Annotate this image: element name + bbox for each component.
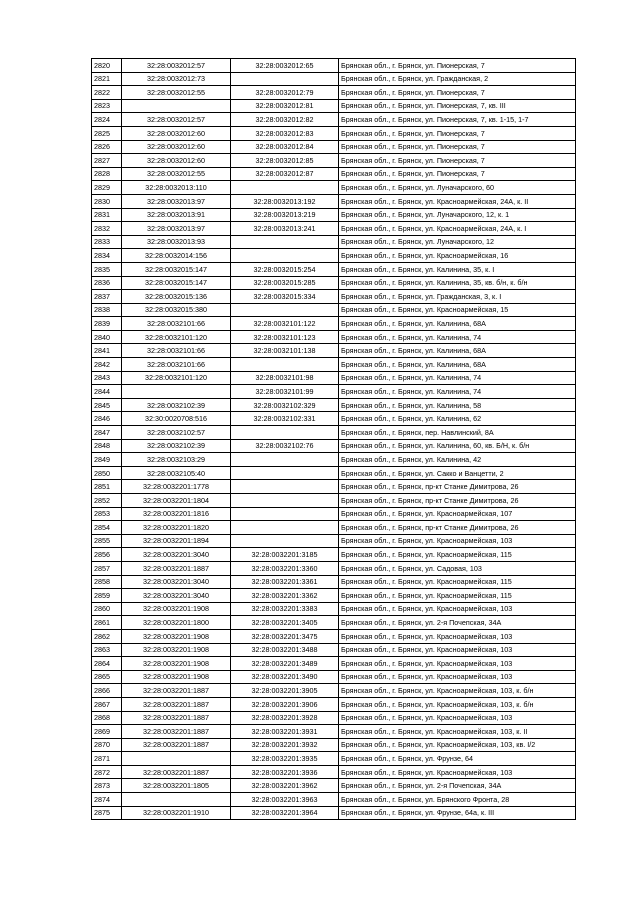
table-row [92, 262, 576, 276]
document-page [91, 58, 575, 820]
address-cell: Брянская обл., г. Брянск, ул. Сакко и Ванцетти, 2 [339, 466, 576, 480]
object-cadastral-number-cell: 32:28:0032101:99 [231, 385, 339, 399]
object-cadastral-number-cell: 32:28:0032015:334 [231, 290, 339, 304]
table-row [92, 507, 576, 521]
land-cadastral-number-cell: 32:28:0032013:91 [122, 208, 231, 222]
land-cadastral-number-cell: 32:28:0032012:57 [122, 113, 231, 127]
table-row [92, 222, 576, 236]
table-row [92, 466, 576, 480]
address-cell: Брянская обл., г. Брянск, ул. Калинина, 74 [339, 330, 576, 344]
row-number-cell: 2820 [92, 59, 122, 73]
object-cadastral-number-cell: 32:28:0032201:3362 [231, 589, 339, 603]
table-row [92, 643, 576, 657]
land-cadastral-number-cell: 32:28:0032103:29 [122, 453, 231, 467]
row-number-cell: 2865 [92, 670, 122, 684]
land-cadastral-number-cell: 32:28:0032201:1887 [122, 684, 231, 698]
table-row [92, 521, 576, 535]
land-cadastral-number-cell: 32:28:0032201:1820 [122, 521, 231, 535]
row-number-cell: 2830 [92, 194, 122, 208]
land-cadastral-number-cell: 32:28:0032101:66 [122, 317, 231, 331]
address-cell: Брянская обл., г. Брянск, ул. Калинина, 68А [339, 317, 576, 331]
row-number-cell: 2853 [92, 507, 122, 521]
address-cell: Брянская обл., г. Брянск, ул. Красноармейская, 103, к. II [339, 725, 576, 739]
address-cell: Брянская обл., г. Брянск, ул. Калинина, 60, кв. Б/Н, к. б/н [339, 439, 576, 453]
address-cell: Брянская обл., г. Брянск, ул. Красноармейская, 103 [339, 711, 576, 725]
table-row [92, 548, 576, 562]
address-cell: Брянская обл., г. Брянск, ул. Красноармейская, 107 [339, 507, 576, 521]
land-cadastral-number-cell: 32:28:0032012:60 [122, 126, 231, 140]
row-number-cell: 2843 [92, 371, 122, 385]
row-number-cell: 2854 [92, 521, 122, 535]
row-number-cell: 2846 [92, 412, 122, 426]
object-cadastral-number-cell: 32:28:0032201:3932 [231, 738, 339, 752]
row-number-cell: 2863 [92, 643, 122, 657]
address-cell: Брянская обл., г. Брянск, ул. Гражданская, 2 [339, 72, 576, 86]
land-cadastral-number-cell: 32:28:0032201:3040 [122, 575, 231, 589]
table-row [92, 575, 576, 589]
row-number-cell: 2850 [92, 466, 122, 480]
land-cadastral-number-cell [122, 385, 231, 399]
address-cell: Брянская обл., г. Брянск, ул. Красноармейская, 115 [339, 548, 576, 562]
table-row [92, 494, 576, 508]
object-cadastral-number-cell: 32:28:0032102:331 [231, 412, 339, 426]
table-row [92, 303, 576, 317]
table-row [92, 194, 576, 208]
address-cell: Брянская обл., г. Брянск, ул. Красноармейская, 16 [339, 249, 576, 263]
object-cadastral-number-cell: 32:28:0032201:3383 [231, 602, 339, 616]
land-cadastral-number-cell [122, 752, 231, 766]
land-cadastral-number-cell: 32:28:0032102:39 [122, 398, 231, 412]
table-row [92, 208, 576, 222]
cadastral-table [91, 58, 576, 820]
address-cell: Брянская обл., г. Брянск, ул. Гражданская, 3, к. I [339, 290, 576, 304]
land-cadastral-number-cell: 32:28:0032201:3040 [122, 589, 231, 603]
row-number-cell: 2856 [92, 548, 122, 562]
row-number-cell: 2857 [92, 561, 122, 575]
row-number-cell: 2874 [92, 793, 122, 807]
table-row [92, 793, 576, 807]
address-cell: Брянская обл., г. Брянск, ул. Калинина, 74 [339, 371, 576, 385]
table-row [92, 657, 576, 671]
land-cadastral-number-cell: 32:28:0032201:1805 [122, 779, 231, 793]
object-cadastral-number-cell [231, 494, 339, 508]
land-cadastral-number-cell: 32:28:0032015:380 [122, 303, 231, 317]
table-row [92, 167, 576, 181]
address-cell: Брянская обл., г. Брянск, ул. Фрунзе, 64 [339, 752, 576, 766]
address-cell: Брянская обл., г. Брянск, ул. Красноармейская, 115 [339, 575, 576, 589]
address-cell: Брянская обл., г. Брянск, ул. Пионерская, 7 [339, 140, 576, 154]
land-cadastral-number-cell: 32:28:0032201:1908 [122, 670, 231, 684]
object-cadastral-number-cell [231, 521, 339, 535]
object-cadastral-number-cell: 32:28:0032012:82 [231, 113, 339, 127]
row-number-cell: 2834 [92, 249, 122, 263]
address-cell: Брянская обл., г. Брянск, ул. Калинина, 74 [339, 385, 576, 399]
object-cadastral-number-cell: 32:28:0032012:83 [231, 126, 339, 140]
table-row [92, 806, 576, 820]
object-cadastral-number-cell [231, 534, 339, 548]
object-cadastral-number-cell [231, 507, 339, 521]
object-cadastral-number-cell: 32:28:0032201:3475 [231, 629, 339, 643]
address-cell: Брянская обл., г. Брянск, пр-кт Станке Димитрова, 26 [339, 494, 576, 508]
row-number-cell: 2839 [92, 317, 122, 331]
land-cadastral-number-cell: 32:28:0032201:1887 [122, 725, 231, 739]
row-number-cell: 2875 [92, 806, 122, 820]
row-number-cell: 2852 [92, 494, 122, 508]
land-cadastral-number-cell: 32:28:0032012:55 [122, 167, 231, 181]
address-cell: Брянская обл., г. Брянск, ул. Красноармейская, 103, кв. I/2 [339, 738, 576, 752]
row-number-cell: 2864 [92, 657, 122, 671]
object-cadastral-number-cell: 32:28:0032015:254 [231, 262, 339, 276]
address-cell: Брянская обл., г. Брянск, ул. Пионерская, 7 [339, 86, 576, 100]
object-cadastral-number-cell: 32:28:0032201:3360 [231, 561, 339, 575]
object-cadastral-number-cell: 32:28:0032201:3964 [231, 806, 339, 820]
row-number-cell: 2862 [92, 629, 122, 643]
table-row [92, 629, 576, 643]
land-cadastral-number-cell: 32:28:0032101:66 [122, 358, 231, 372]
table-row [92, 725, 576, 739]
table-row [92, 385, 576, 399]
row-number-cell: 2868 [92, 711, 122, 725]
object-cadastral-number-cell: 32:28:0032101:98 [231, 371, 339, 385]
land-cadastral-number-cell: 32:28:0032201:1908 [122, 629, 231, 643]
land-cadastral-number-cell: 32:28:0032201:1800 [122, 616, 231, 630]
address-cell: Брянская обл., г. Брянск, пер. Навлинский, 8А [339, 426, 576, 440]
address-cell: Брянская обл., г. Брянск, ул. Красноармейская, 24А, к. I [339, 222, 576, 236]
table-row [92, 181, 576, 195]
land-cadastral-number-cell: 32:28:0032015:147 [122, 262, 231, 276]
row-number-cell: 2826 [92, 140, 122, 154]
table-row [92, 697, 576, 711]
row-number-cell: 2841 [92, 344, 122, 358]
row-number-cell: 2823 [92, 99, 122, 113]
object-cadastral-number-cell: 32:28:0032201:3488 [231, 643, 339, 657]
land-cadastral-number-cell: 32:28:0032012:55 [122, 86, 231, 100]
object-cadastral-number-cell: 32:28:0032015:285 [231, 276, 339, 290]
land-cadastral-number-cell: 32:28:0032201:1908 [122, 602, 231, 616]
table-row [92, 738, 576, 752]
object-cadastral-number-cell: 32:28:0032201:3906 [231, 697, 339, 711]
row-number-cell: 2871 [92, 752, 122, 766]
table-row [92, 616, 576, 630]
table-body [92, 59, 576, 820]
row-number-cell: 2832 [92, 222, 122, 236]
table-row [92, 86, 576, 100]
object-cadastral-number-cell [231, 235, 339, 249]
table-row [92, 752, 576, 766]
address-cell: Брянская обл., г. Брянск, ул. Пионерская, 7 [339, 154, 576, 168]
object-cadastral-number-cell: 32:28:0032013:192 [231, 194, 339, 208]
land-cadastral-number-cell: 32:28:0032105:40 [122, 466, 231, 480]
row-number-cell: 2828 [92, 167, 122, 181]
object-cadastral-number-cell: 32:28:0032201:3931 [231, 725, 339, 739]
row-number-cell: 2845 [92, 398, 122, 412]
table-row [92, 113, 576, 127]
address-cell: Брянская обл., г. Брянск, ул. Калинина, 68А [339, 358, 576, 372]
row-number-cell: 2849 [92, 453, 122, 467]
land-cadastral-number-cell: 32:28:0032201:3040 [122, 548, 231, 562]
address-cell: Брянская обл., г. Брянск, ул. Красноармейская, 103 [339, 629, 576, 643]
row-number-cell: 2835 [92, 262, 122, 276]
row-number-cell: 2859 [92, 589, 122, 603]
row-number-cell: 2821 [92, 72, 122, 86]
object-cadastral-number-cell: 32:28:0032201:3361 [231, 575, 339, 589]
address-cell: Брянская обл., г. Брянск, ул. 2-я Почепская, 34А [339, 616, 576, 630]
land-cadastral-number-cell: 32:28:0032012:60 [122, 154, 231, 168]
address-cell: Брянская обл., г. Брянск, ул. Пионерская, 7 [339, 59, 576, 73]
object-cadastral-number-cell [231, 480, 339, 494]
land-cadastral-number-cell: 32:28:0032012:57 [122, 59, 231, 73]
address-cell: Брянская обл., г. Брянск, ул. Красноармейская, 103 [339, 602, 576, 616]
address-cell: Брянская обл., г. Брянск, ул. Красноармейская, 24А, к. II [339, 194, 576, 208]
row-number-cell: 2870 [92, 738, 122, 752]
address-cell: Брянская обл., г. Брянск, ул. Красноармейская, 103 [339, 765, 576, 779]
object-cadastral-number-cell [231, 303, 339, 317]
row-number-cell: 2837 [92, 290, 122, 304]
object-cadastral-number-cell: 32:28:0032013:219 [231, 208, 339, 222]
object-cadastral-number-cell: 32:28:0032012:84 [231, 140, 339, 154]
land-cadastral-number-cell: 32:28:0032201:1816 [122, 507, 231, 521]
address-cell: Брянская обл., г. Брянск, ул. Садовая, 103 [339, 561, 576, 575]
object-cadastral-number-cell: 32:28:0032201:3963 [231, 793, 339, 807]
address-cell: Брянская обл., г. Брянск, ул. 2-я Почепская, 34А [339, 779, 576, 793]
table-row [92, 480, 576, 494]
table-row [92, 99, 576, 113]
land-cadastral-number-cell: 32:28:0032201:1804 [122, 494, 231, 508]
table-row [92, 126, 576, 140]
object-cadastral-number-cell: 32:28:0032201:3962 [231, 779, 339, 793]
table-row [92, 276, 576, 290]
row-number-cell: 2873 [92, 779, 122, 793]
address-cell: Брянская обл., г. Брянск, ул. Красноармейская, 103, к. б/н [339, 697, 576, 711]
row-number-cell: 2848 [92, 439, 122, 453]
address-cell: Брянская обл., г. Брянск, ул. Калинина, 42 [339, 453, 576, 467]
object-cadastral-number-cell: 32:28:0032101:122 [231, 317, 339, 331]
table-row [92, 344, 576, 358]
row-number-cell: 2867 [92, 697, 122, 711]
table-row [92, 779, 576, 793]
table-row [92, 154, 576, 168]
row-number-cell: 2855 [92, 534, 122, 548]
row-number-cell: 2844 [92, 385, 122, 399]
row-number-cell: 2838 [92, 303, 122, 317]
row-number-cell: 2851 [92, 480, 122, 494]
land-cadastral-number-cell: 32:28:0032201:1887 [122, 561, 231, 575]
object-cadastral-number-cell [231, 453, 339, 467]
land-cadastral-number-cell: 32:28:0032201:1778 [122, 480, 231, 494]
table-row [92, 358, 576, 372]
land-cadastral-number-cell [122, 793, 231, 807]
address-cell: Брянская обл., г. Брянск, ул. Калинина, 35, кв. б/н, к. б/н [339, 276, 576, 290]
object-cadastral-number-cell: 32:28:0032101:123 [231, 330, 339, 344]
land-cadastral-number-cell: 32:28:0032013:97 [122, 194, 231, 208]
land-cadastral-number-cell: 32:28:0032015:147 [122, 276, 231, 290]
object-cadastral-number-cell: 32:28:0032201:3928 [231, 711, 339, 725]
object-cadastral-number-cell: 32:28:0032012:87 [231, 167, 339, 181]
land-cadastral-number-cell: 32:28:0032013:97 [122, 222, 231, 236]
address-cell: Брянская обл., г. Брянск, ул. Калинина, 62 [339, 412, 576, 426]
table-row [92, 72, 576, 86]
address-cell: Брянская обл., г. Брянск, ул. Красноармейская, 103 [339, 643, 576, 657]
row-number-cell: 2847 [92, 426, 122, 440]
address-cell: Брянская обл., г. Брянск, ул. Луначарского, 12 [339, 235, 576, 249]
table-row [92, 59, 576, 73]
row-number-cell: 2831 [92, 208, 122, 222]
address-cell: Брянская обл., г. Брянск, ул. Красноармейская, 115 [339, 589, 576, 603]
table-row [92, 534, 576, 548]
object-cadastral-number-cell: 32:28:0032012:79 [231, 86, 339, 100]
row-number-cell: 2858 [92, 575, 122, 589]
table-row [92, 140, 576, 154]
table-row [92, 453, 576, 467]
address-cell: Брянская обл., г. Брянск, ул. Пионерская, 7 [339, 126, 576, 140]
row-number-cell: 2829 [92, 181, 122, 195]
object-cadastral-number-cell [231, 426, 339, 440]
object-cadastral-number-cell: 32:28:0032201:3936 [231, 765, 339, 779]
row-number-cell: 2872 [92, 765, 122, 779]
land-cadastral-number-cell: 32:28:0032101:120 [122, 330, 231, 344]
table-row [92, 330, 576, 344]
object-cadastral-number-cell: 32:28:0032102:329 [231, 398, 339, 412]
address-cell: Брянская обл., г. Брянск, пр-кт Станке Димитрова, 26 [339, 480, 576, 494]
address-cell: Брянская обл., г. Брянск, ул. Красноармейская, 103 [339, 534, 576, 548]
table-row [92, 371, 576, 385]
address-cell: Брянская обл., г. Брянск, пр-кт Станке Димитрова, 26 [339, 521, 576, 535]
land-cadastral-number-cell: 32:28:0032013:93 [122, 235, 231, 249]
land-cadastral-number-cell: 32:28:0032102:39 [122, 439, 231, 453]
table-row [92, 439, 576, 453]
row-number-cell: 2869 [92, 725, 122, 739]
land-cadastral-number-cell: 32:28:0032015:136 [122, 290, 231, 304]
address-cell: Брянская обл., г. Брянск, ул. Фрунзе, 64а, к. III [339, 806, 576, 820]
land-cadastral-number-cell: 32:28:0032201:1910 [122, 806, 231, 820]
land-cadastral-number-cell: 32:30:0020708:516 [122, 412, 231, 426]
address-cell: Брянская обл., г. Брянск, ул. Пионерская, 7 [339, 167, 576, 181]
row-number-cell: 2842 [92, 358, 122, 372]
land-cadastral-number-cell: 32:28:0032201:1887 [122, 711, 231, 725]
land-cadastral-number-cell: 32:28:0032201:1908 [122, 643, 231, 657]
table-row [92, 290, 576, 304]
address-cell: Брянская обл., г. Брянск, ул. Пионерская, 7, кв. III [339, 99, 576, 113]
land-cadastral-number-cell: 32:28:0032102:57 [122, 426, 231, 440]
land-cadastral-number-cell: 32:28:0032201:1887 [122, 697, 231, 711]
object-cadastral-number-cell: 32:28:0032012:85 [231, 154, 339, 168]
land-cadastral-number-cell: 32:28:0032012:60 [122, 140, 231, 154]
table-row [92, 561, 576, 575]
table-row [92, 317, 576, 331]
object-cadastral-number-cell: 32:28:0032201:3489 [231, 657, 339, 671]
object-cadastral-number-cell: 32:28:0032201:3185 [231, 548, 339, 562]
table-row [92, 412, 576, 426]
address-cell: Брянская обл., г. Брянск, ул. Красноармейская, 103, к. б/н [339, 684, 576, 698]
row-number-cell: 2860 [92, 602, 122, 616]
table-row [92, 765, 576, 779]
address-cell: Брянская обл., г. Брянск, ул. Калинина, 68А [339, 344, 576, 358]
address-cell: Брянская обл., г. Брянск, ул. Калинина, 35, к. I [339, 262, 576, 276]
table-row [92, 589, 576, 603]
land-cadastral-number-cell: 32:28:0032201:1894 [122, 534, 231, 548]
row-number-cell: 2836 [92, 276, 122, 290]
land-cadastral-number-cell: 32:28:0032201:1887 [122, 765, 231, 779]
table-row [92, 398, 576, 412]
object-cadastral-number-cell [231, 181, 339, 195]
row-number-cell: 2866 [92, 684, 122, 698]
land-cadastral-number-cell: 32:28:0032014:156 [122, 249, 231, 263]
object-cadastral-number-cell [231, 249, 339, 263]
object-cadastral-number-cell: 32:28:0032201:3905 [231, 684, 339, 698]
land-cadastral-number-cell: 32:28:0032012:73 [122, 72, 231, 86]
object-cadastral-number-cell: 32:28:0032201:3490 [231, 670, 339, 684]
row-number-cell: 2824 [92, 113, 122, 127]
land-cadastral-number-cell: 32:28:0032201:1908 [122, 657, 231, 671]
address-cell: Брянская обл., г. Брянск, ул. Брянского Фронта, 28 [339, 793, 576, 807]
object-cadastral-number-cell: 32:28:0032013:241 [231, 222, 339, 236]
land-cadastral-number-cell: 32:28:0032101:120 [122, 371, 231, 385]
row-number-cell: 2822 [92, 86, 122, 100]
object-cadastral-number-cell: 32:28:0032012:65 [231, 59, 339, 73]
row-number-cell: 2840 [92, 330, 122, 344]
land-cadastral-number-cell: 32:28:0032201:1887 [122, 738, 231, 752]
table-row [92, 602, 576, 616]
row-number-cell: 2827 [92, 154, 122, 168]
object-cadastral-number-cell [231, 358, 339, 372]
table-row [92, 670, 576, 684]
row-number-cell: 2825 [92, 126, 122, 140]
address-cell: Брянская обл., г. Брянск, ул. Красноармейская, 103 [339, 670, 576, 684]
table-row [92, 711, 576, 725]
address-cell: Брянская обл., г. Брянск, ул. Калинина, 58 [339, 398, 576, 412]
table-row [92, 235, 576, 249]
object-cadastral-number-cell: 32:28:0032201:3935 [231, 752, 339, 766]
object-cadastral-number-cell: 32:28:0032201:3405 [231, 616, 339, 630]
object-cadastral-number-cell: 32:28:0032012:81 [231, 99, 339, 113]
row-number-cell: 2833 [92, 235, 122, 249]
object-cadastral-number-cell: 32:28:0032102:76 [231, 439, 339, 453]
table-row [92, 684, 576, 698]
object-cadastral-number-cell [231, 72, 339, 86]
land-cadastral-number-cell: 32:28:0032013:110 [122, 181, 231, 195]
land-cadastral-number-cell [122, 99, 231, 113]
address-cell: Брянская обл., г. Брянск, ул. Луначарского, 60 [339, 181, 576, 195]
object-cadastral-number-cell: 32:28:0032101:138 [231, 344, 339, 358]
row-number-cell: 2861 [92, 616, 122, 630]
address-cell: Брянская обл., г. Брянск, ул. Красноармейская, 15 [339, 303, 576, 317]
land-cadastral-number-cell: 32:28:0032101:66 [122, 344, 231, 358]
object-cadastral-number-cell [231, 466, 339, 480]
address-cell: Брянская обл., г. Брянск, ул. Красноармейская, 103 [339, 657, 576, 671]
table-row [92, 249, 576, 263]
address-cell: Брянская обл., г. Брянск, ул. Луначарского, 12, к. 1 [339, 208, 576, 222]
table-row [92, 426, 576, 440]
address-cell: Брянская обл., г. Брянск, ул. Пионерская, 7, кв. 1-15, 1-7 [339, 113, 576, 127]
